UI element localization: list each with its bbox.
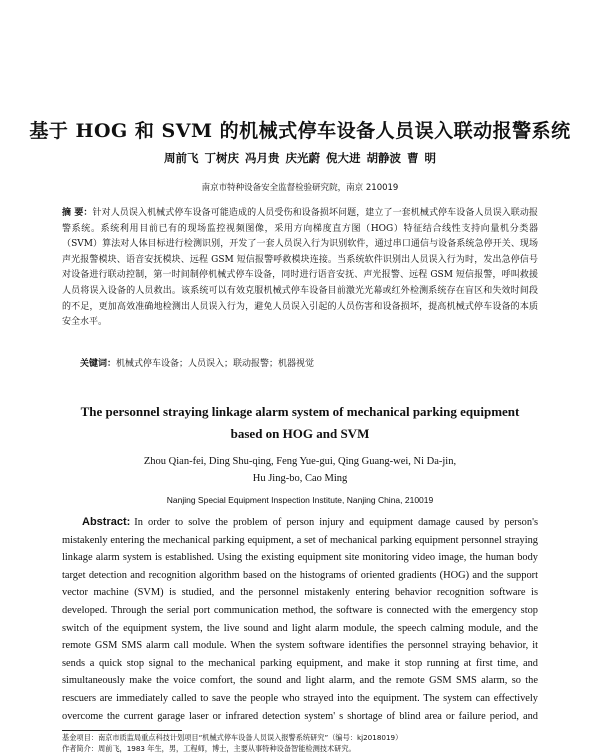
footnote-funding: 基金项目：南京市质监局重点科技计划项目“机械式停车设备人员误入报警系统研究”（编号：kj2018019） <box>62 733 403 742</box>
chinese-keywords-text: 机械式停车设备；人员误入；联动报警；机器视觉 <box>116 359 315 369</box>
english-authors-line-2: Hu Jing-bo, Cao Ming <box>252 473 348 484</box>
chinese-keywords <box>80 356 540 369</box>
chinese-abstract-label: 摘 要： <box>62 208 93 218</box>
english-title <box>60 401 540 445</box>
chinese-abstract <box>62 206 538 331</box>
english-authors <box>60 453 540 487</box>
english-abstract <box>62 514 538 726</box>
chinese-affiliation: 南京市特种设备安全监督检验研究院，南京 210019 <box>201 183 399 193</box>
chinese-abstract-text: 针对人员误入机械式停车设备可能造成的人员受伤和设备损坏问题，建立了一套机械式停车设备人员误入联动报警系统。系统利用目前已有的现场监控视频图像，采用方向梯度直方图（HOG）特征结合线性支持向量机分类器（SVM）算法对人体目标进行检测识别，开发了一套人员误入行为识别软件，通过串口通信与设备系统急停开关、现场声光报警模块、语音安抚模块、远程 GSM 短信报警呼救模块连接。当系统软件识别出人员误入行为时，发出急停信号对设备进行联动控制，第一时间制停机械式停车设备，同时进行语音安抚、声光报警、远程 GSM 短信报警，呼叫救援人员将误入设备的人员救出。该系统可以有效克服机械式停车设备目前激光光幕或红外检测系统存在盲区和失效时间段的不足，更加高效准确地检测出人员误入行为，避免人员误入引起的人员伤害和设备损坏，提高机械式停车设备的本质安全水平。 <box>62 208 538 328</box>
chinese-authors: 周前飞 丁树庆 冯月贵 庆光蔚 倪大进 胡静波 曹 明 <box>163 151 437 165</box>
chinese-keywords-label: 关键词： <box>80 359 117 369</box>
english-affiliation: Nanjing Special Equipment Inspection Institute, Nanjing China, 210019 <box>166 495 434 505</box>
english-abstract-text: In order to solve the problem of person injury and equipment damage caused by person's mistakenly entering the mechanical parking equipment, a set of mechanical parking equipment personnel straying linkage alarm system is established. Using the existing equipment site monitoring video image, the human body target detection and recognition algorithm based on the histograms of oriented gradients (HOG) and the support vector machine (SVM) is studied, and the personnel mistakenly entering behavior recognition software is developed. Through the serial port communication method, the software is connected with the emergency stop switch of the equipment system, the live sound and light alarm module, the speech calming module, and the remote GSM SMS alarm call module. When the system software identifies the personnel straying behavior, it sends a quick stop signal to the mechanical parking equipment, and make it stop running at first time, and simultaneously make the voice comfort, the sound and light alarm, and the remote GSM SMS alarm, so the rescuers are immediately called to save the people who strayed into the equipment. The system can effectively overcome the current garage laser or infrared detection system' s shortage of blind area or failure period, and <box>62 517 538 722</box>
footnote-author-bio: 作者简介：周前飞，1983 年生，男，工程师，博士，主要从事特种设备智能检测技术研究。 <box>62 744 356 753</box>
english-authors-line-1: Zhou Qian-fei, Ding Shu-qing, Feng Yue-gui, Qing Guang-wei, Ni Da-jin, <box>143 456 457 467</box>
english-title-line-1: The personnel straying linkage alarm system of mechanical parking equipment <box>80 404 520 419</box>
english-abstract-label: Abstract: <box>82 516 131 528</box>
footnote-divider <box>62 730 182 731</box>
chinese-title: 基于 HOG 和 SVM 的机械式停车设备人员误入联动报警系统 <box>29 120 571 142</box>
english-title-line-2: based on HOG and SVM <box>230 426 370 441</box>
